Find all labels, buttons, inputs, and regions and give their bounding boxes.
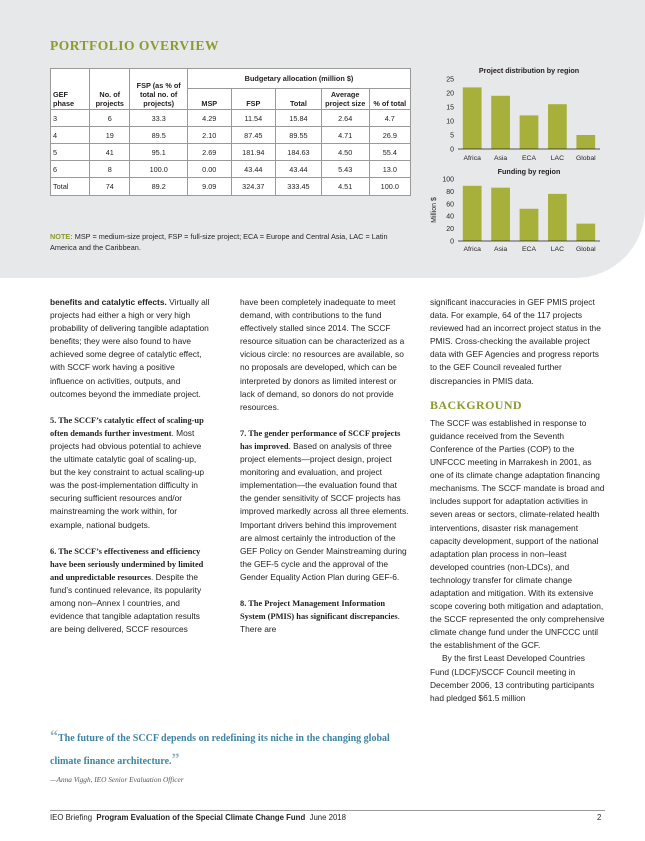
finding-7-heading: 7. The gender performance of SCCF projects has improved [240,428,401,451]
table-cell: 33.3 [130,110,188,127]
table-cell: 4.51 [321,178,369,196]
bar-global [576,224,595,241]
y-tick-label: 20 [446,226,454,234]
table-cell: 87.45 [231,127,276,144]
table-cell: 43.44 [231,161,276,178]
close-quote-mark: ” [171,751,180,768]
finding-6-heading: 6. The SCCF’s effectiveness and efficiency have been seriously undermined by limited and unpredictable resources [50,546,204,582]
y-tick-label: 25 [446,76,454,84]
table-cell: 41 [90,144,130,161]
table-cell: 2.64 [321,110,369,127]
table-cell: 4 [51,127,90,144]
page-number: 2 [597,813,602,822]
y-tick-label: 5 [450,132,454,140]
table-cell: 5 [51,144,90,161]
footer [50,813,346,822]
table-cell: 13.0 [369,161,410,178]
table-cell: 89.55 [276,127,322,144]
background-heading: BACKGROUND [430,397,523,412]
section-title: PORTFOLIO OVERVIEW [50,38,219,53]
table-cell: Total [51,178,90,196]
finding-8-heading: 8. The Project Management Information System (PMIS) has significant discrepancies [240,598,398,622]
table-cell: 6 [51,161,90,178]
y-tick-label: 100 [442,176,454,184]
table-cell: 100.0 [369,178,410,196]
y-tick-label: 80 [446,188,454,196]
bar-lac [548,194,567,241]
table-cell: 8 [90,161,130,178]
x-tick-label: LAC [550,246,565,253]
table-cell: 9.09 [188,178,232,196]
note-label: NOTE: [50,232,73,241]
table-cell: 5.43 [321,161,369,178]
paragraph: significant inaccuracies in GEF PMIS project data. For example, 64 of the 117 projects reviewed had an incorrect project status in the PMIS. Cross-checking the available project data with GEF Agencies and progress reports to the GEF Council revealed further discrepancies in PMIS data. [430,297,601,386]
table-cell: 0.00 [188,161,232,178]
y-tick-label: 40 [446,213,454,221]
table-cell: 100.0 [130,161,188,178]
y-tick-label: 10 [446,118,454,126]
x-tick-label: ECA [522,155,536,162]
x-tick-label: Asia [493,155,508,162]
header-msp: MSP [188,89,232,110]
finding-8-text: . There are [240,611,400,635]
y-tick-label: 0 [450,146,454,154]
table-cell: 2.69 [188,144,232,161]
table-cell: 19 [90,127,130,144]
x-tick-label: Africa [463,155,481,162]
x-tick-label: ECA [522,246,536,253]
header-total: Total [276,89,322,110]
y-tick-label: 0 [450,238,454,246]
table-cell: 3 [51,110,90,127]
chart-title: Funding by region [497,167,561,176]
bar-asia [491,188,510,241]
pull-quote [50,726,400,772]
bar-lac [548,104,567,149]
y-tick-label: 20 [446,90,454,98]
table-cell: 55.4 [369,144,410,161]
y-axis-label: Million $ [431,197,438,223]
funding-by-region-chart [425,166,605,258]
table-cell: 4.7 [369,110,410,127]
table-cell: 333.45 [276,178,322,196]
table-cell: 74 [90,178,130,196]
footer-title: Program Evaluation of the Special Climate Change Fund [96,813,306,822]
table-row-total [51,178,411,196]
footer-divider [50,810,605,811]
x-tick-label: Global [575,246,596,253]
header-average-size: Average project size [321,89,369,110]
finding-7-text: . Based on analysis of three project elements—project design, project monitoring and evaluation, and project implementation—the evaluation found that the gender sensitivity of SCCF projects has improved markedly across all three elements. Important drivers behind this improvement are almost certainly the introduction of the GEF Policy on Gender Mainstreaming during the GEF-5 cycle and the approval of the Gender Equality Action Plan during GEF-6. [240,440,409,582]
quote-text: The future of the SCCF depends on redefining its niche in the changing global climate finance architecture. [50,733,390,767]
paragraph: have been completely inadequate to meet demand, with contributions to the fund effectively stalled since 2014. The SCCF resource situation can be characterized as a vicious circle: no resources are available, so no proposals are developed, which can be interpreted by donors as limited interest or lack of demand, so donors do not provide resources. [240,297,405,412]
bar-global [576,135,595,149]
y-tick-label: 60 [446,201,454,209]
table-cell: 2.10 [188,127,232,144]
finding-5 [50,414,210,532]
chart-title: Project distribution by region [478,66,580,75]
table-cell: 6 [90,110,130,127]
y-tick-label: 15 [446,104,454,112]
table-cell: 4.29 [188,110,232,127]
x-tick-label: LAC [550,155,565,162]
table-row [51,144,411,161]
table-cell: 95.1 [130,144,188,161]
header-percent-total: % of total [369,89,410,110]
table-cell: 15.84 [276,110,322,127]
finding-7 [240,427,410,584]
bar-africa [463,87,482,149]
table-cell: 89.5 [130,127,188,144]
column-1 [50,296,210,636]
portfolio-table [50,68,411,196]
open-quote-mark: “ [50,728,58,745]
x-tick-label: Global [575,155,596,162]
bar-eca [520,115,539,149]
table-note [50,232,405,253]
table-cell: 4.50 [321,144,369,161]
table-cell: 4.71 [321,127,369,144]
table-cell: 26.9 [369,127,410,144]
paragraph-lead: benefits and catalytic effects. [50,297,167,307]
table-cell: 11.54 [231,110,276,127]
quote-attribution: —Anna Viggh, IEO Senior Evaluation Officer [50,775,184,784]
background-paragraph: The SCCF was established in response to guidance received from the Seventh Conference of the Parties (COP) to the UNFCCC meeting in Marrakesh in 2001, as one of its climate change adaptation financing mechanisms. The SCCF mandate is broad and includes support for adaptation activities in seven areas or sectors, climate-related health interventions, disaster risk management capacity development, support of the national adaptation plan process in non–least developed countries (non-LDCs), and technology transfer for climate change adaptation and mitigation. With its extensive scope covering both mitigation and adaptation, the SCCF represented the only comprehensive climate change fund under the UNFCCC until the establishment of the GCF. [430,417,605,651]
header-no-projects: No. of projects [90,69,130,110]
finding-5-heading: 5. The SCCF’s catalytic effect of scaling-up often demands further investment [50,415,204,438]
table-cell: 89.2 [130,178,188,196]
table-row [51,161,411,178]
table-cell: 43.44 [276,161,322,178]
header-fsp-percent: FSP (as % of total no. of projects) [130,69,188,110]
table-cell: 324.37 [231,178,276,196]
footer-prefix: IEO Briefing [50,813,93,822]
finding-8 [240,597,410,636]
table-cell: 181.94 [231,144,276,161]
paragraph-text: Virtually all projects had either a high or very high probability of delivering tangible adaptation benefits; they were also found to have achieved some degree of catalytic effect, with SCCF work having a positive influence on activities, outputs, and outcomes beyond the immediate project. [50,297,210,399]
project-distribution-chart [425,62,605,168]
paragraph [50,296,210,401]
note-text: MSP = medium-size project, FSP = full-size project; ECA = Europe and Central Asia, LAC = Latin America and the Caribbean. [50,232,388,252]
header-gef-phase: GEF phase [51,69,90,110]
bar-asia [491,96,510,149]
finding-6 [50,545,210,637]
column-2 [240,296,410,636]
table-row [51,110,411,127]
bar-eca [520,209,539,241]
background-paragraph-2: By the first Least Developed Countries Fund (LDCF)/SCCF Council meeting in December 2006, 13 contributing participants had pledged $61.5 million [430,653,595,703]
x-tick-label: Asia [493,246,508,253]
footer-date: June 2018 [309,813,346,822]
header-budget-allocation: Budgetary allocation (million $) [188,69,411,89]
finding-6-text: . Despite the fund’s continued relevance, its popularity among non–Annex I countries, and evidence that tangible adaptation results are being delivered, SCCF resources [50,571,202,635]
header-fsp: FSP [231,89,276,110]
bar-africa [463,186,482,241]
finding-5-text: . Most projects had obvious potential to achieve the ultimate catalytic goal of scaling-up, but the key constraint to actual scaling-up was the post-implementation difficulty in securing sufficient resources and/or mainstreaming the work within, for example, national budgets. [50,427,205,530]
table-row [51,127,411,144]
table-cell: 184.63 [276,144,322,161]
column-3 [430,296,605,705]
x-tick-label: Africa [463,246,481,253]
